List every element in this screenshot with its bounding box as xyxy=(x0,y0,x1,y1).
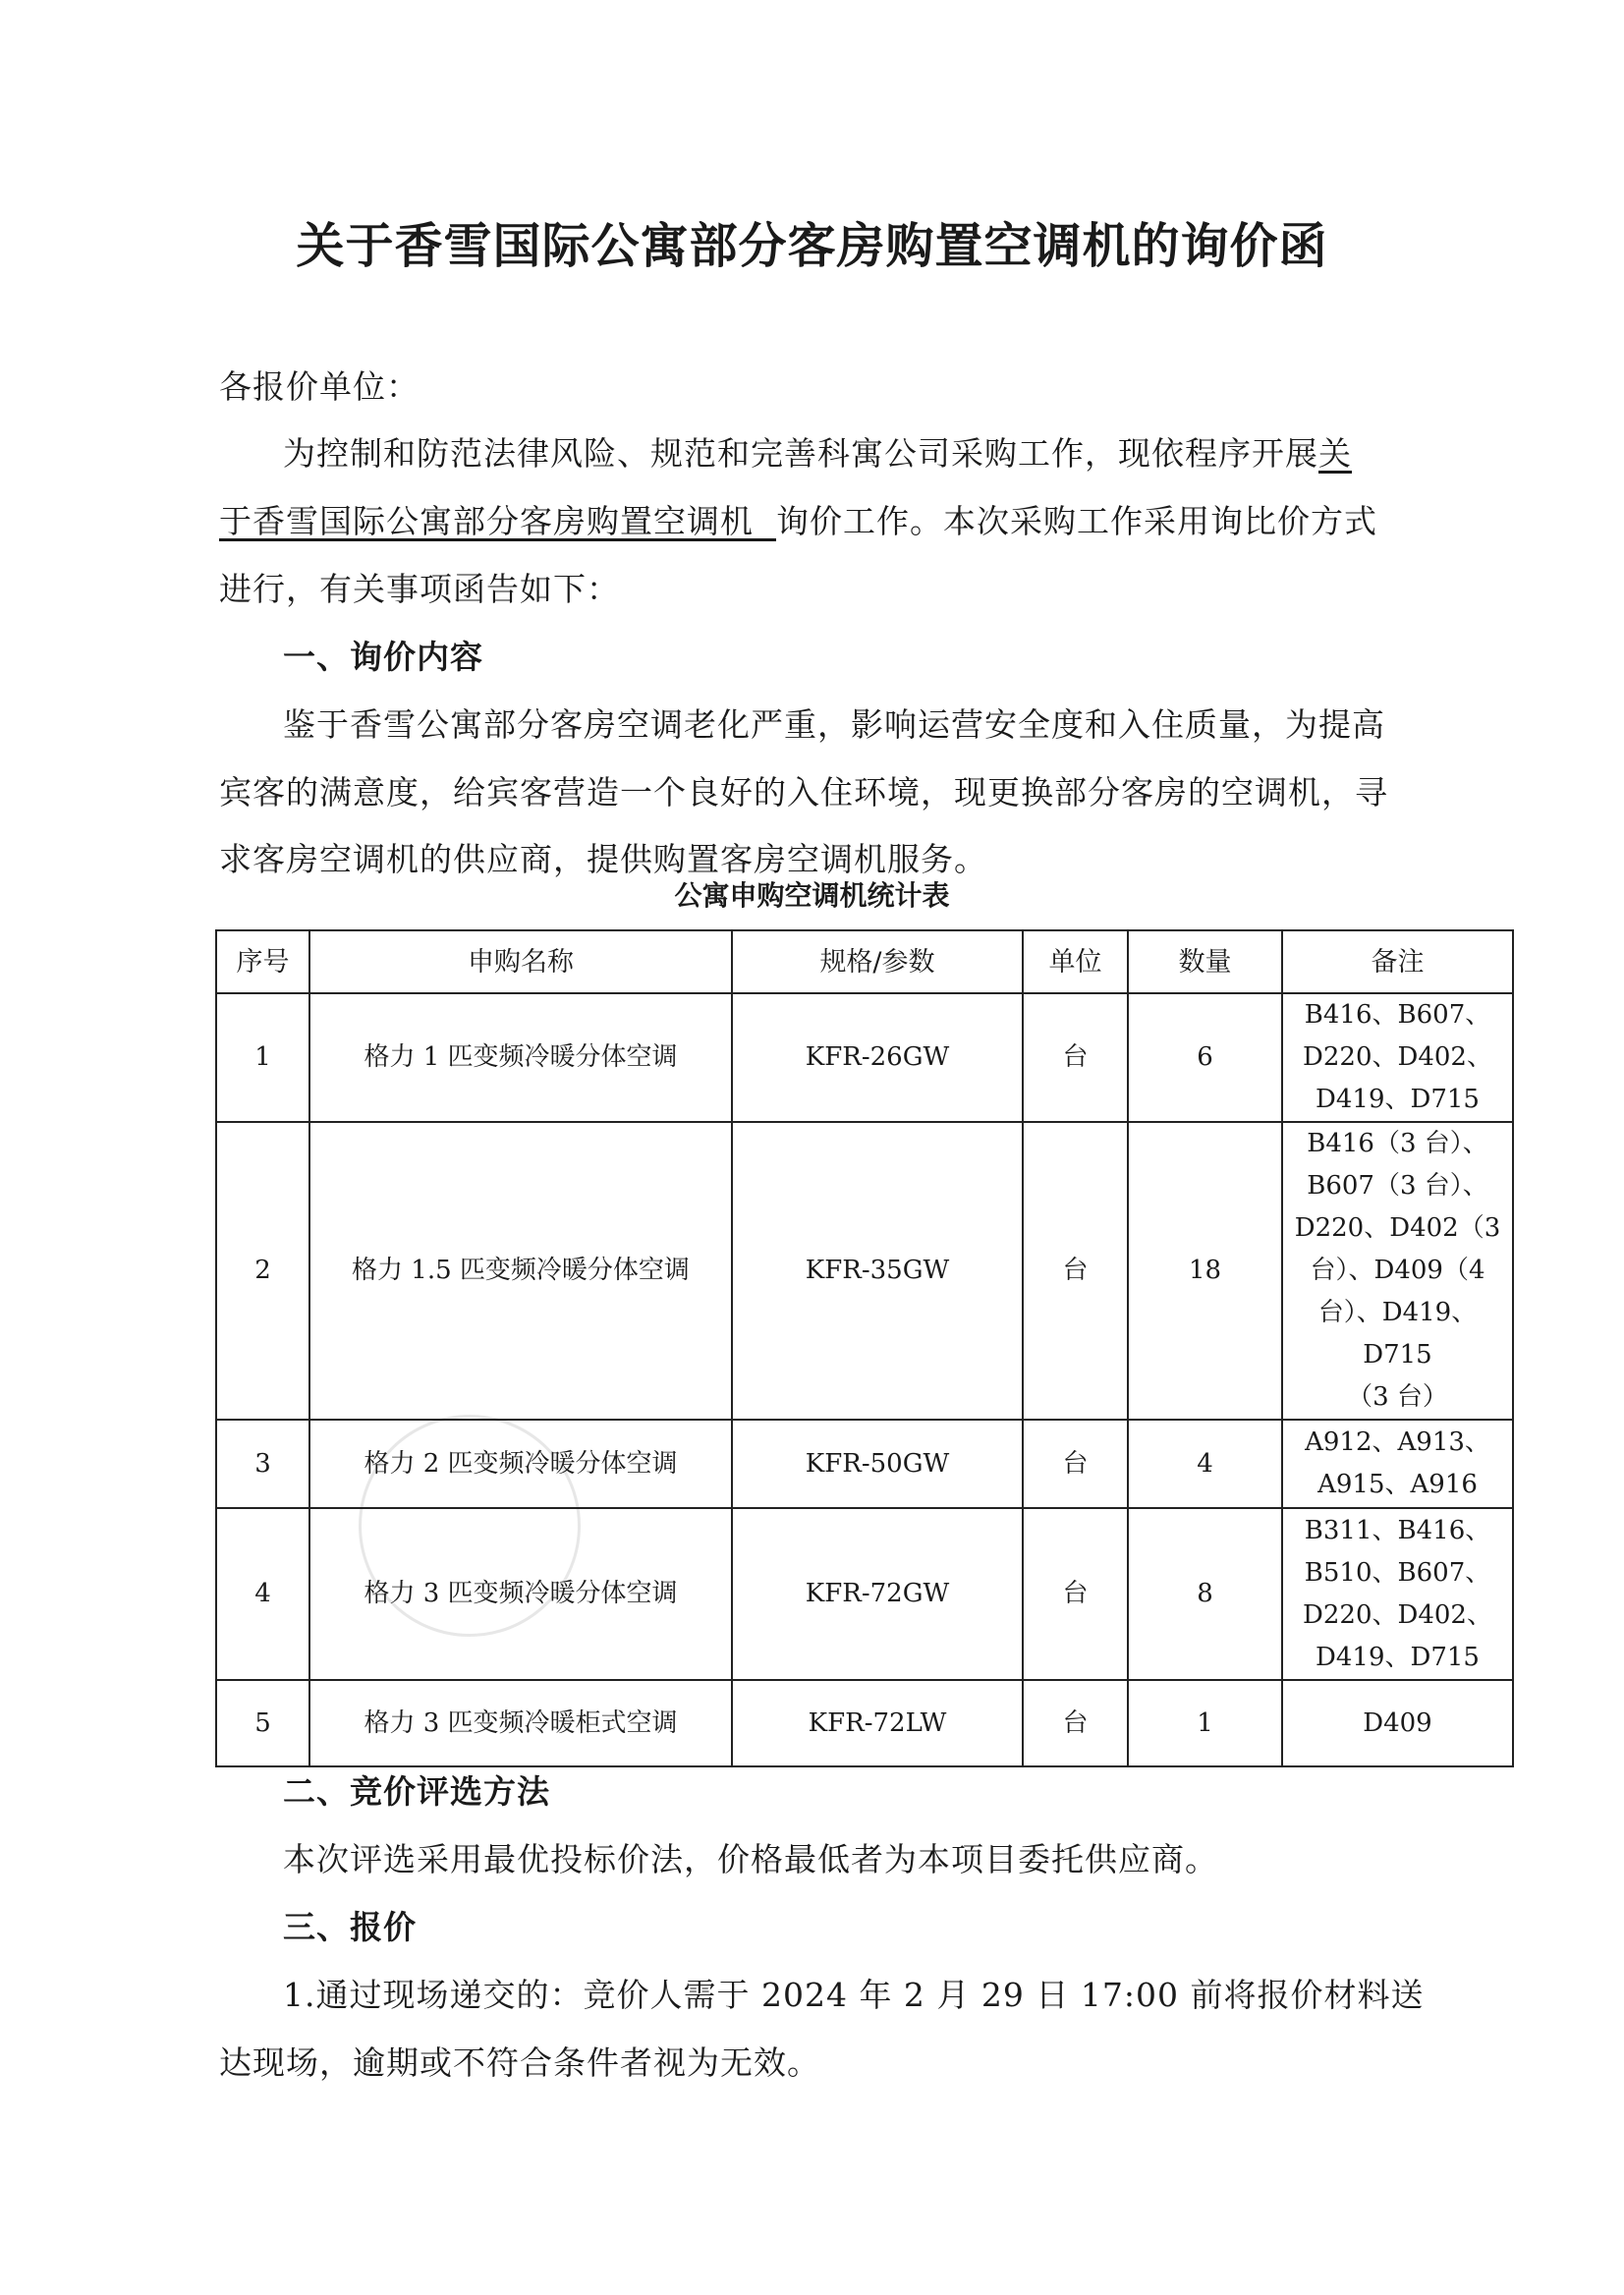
table-row xyxy=(216,1122,1513,1420)
intro-line-3: 进行，有关事项函告如下： xyxy=(219,570,620,608)
cell-no: 2 xyxy=(216,1122,309,1420)
cell-remark xyxy=(1282,1420,1513,1508)
section-1-line: 鉴于香雪公寓部分客房空调老化严重，影响运营安全度和入住质量，为提高 xyxy=(283,705,1385,744)
cell-unit: 台 xyxy=(1023,993,1128,1122)
section-3-line-1: 1.通过现场递交的：竞价人需于 2024 年 2 月 29 日 17:00 前将报价材料送 xyxy=(283,1976,1425,2014)
cell-remark xyxy=(1282,1508,1513,1680)
project-name-start: 关 xyxy=(1318,434,1352,473)
cell-name: 格力 3 匹变频冷暖分体空调 xyxy=(309,1508,732,1680)
remark-line: D220、D402、 xyxy=(1303,1042,1492,1072)
cell-unit: 台 xyxy=(1023,1122,1128,1420)
header-spec: 规格/参数 xyxy=(732,930,1023,993)
header-qty: 数量 xyxy=(1128,930,1282,993)
cell-unit: 台 xyxy=(1023,1508,1128,1680)
table-row xyxy=(216,993,1513,1122)
table-row xyxy=(216,1508,1513,1680)
cell-no: 1 xyxy=(216,993,309,1122)
header-remark: 备注 xyxy=(1282,930,1513,993)
remark-line: 台）、D419、D715 xyxy=(1317,1298,1478,1370)
remark-line: B416（3 台）、 xyxy=(1307,1129,1488,1158)
project-name: 于香雪国际公寓部分客房购置空调机 xyxy=(219,502,754,540)
remark-line: A915、A916 xyxy=(1317,1470,1478,1499)
cell-qty: 1 xyxy=(1128,1680,1282,1766)
table-row xyxy=(216,1680,1513,1766)
cell-spec: KFR-26GW xyxy=(732,993,1023,1122)
intro-line-1-text: 为控制和防范法律风险、规范和完善科寓公司采购工作，现依程序开展 xyxy=(283,434,1318,473)
table-header-row xyxy=(216,930,1513,993)
cell-name: 格力 3 匹变频冷暖柜式空调 xyxy=(309,1680,732,1766)
remark-line: D419、D715 xyxy=(1316,1642,1480,1672)
intro-line-2-text: 询价工作。本次采购工作采用询比价方式 xyxy=(775,502,1377,540)
intro-line-2 xyxy=(219,496,1377,542)
document-title: 关于香雪国际公寓部分客房购置空调机的询价函 xyxy=(296,218,1328,274)
cell-spec: KFR-35GW xyxy=(732,1122,1023,1420)
remark-line: D220、D402（3 xyxy=(1294,1213,1501,1243)
cell-no: 4 xyxy=(216,1508,309,1680)
remark-line: （3 台） xyxy=(1347,1382,1448,1412)
cell-remark xyxy=(1282,1122,1513,1420)
purchase-statistics-table xyxy=(215,929,1514,1767)
cell-no: 3 xyxy=(216,1420,309,1508)
section-2-text: 本次评选采用最优投标价法，价格最低者为本项目委托供应商。 xyxy=(283,1840,1218,1878)
header-name: 申购名称 xyxy=(309,930,732,993)
cell-name: 格力 1.5 匹变频冷暖分体空调 xyxy=(309,1122,732,1420)
remark-line: 台）、D409（4 xyxy=(1310,1256,1485,1285)
table-row xyxy=(216,1420,1513,1508)
intro-line-1 xyxy=(283,428,1352,475)
table-caption: 公寓申购空调机统计表 xyxy=(674,879,950,912)
salutation: 各报价单位： xyxy=(219,367,420,406)
remark-line: D419、D715 xyxy=(1316,1085,1480,1114)
remark-line: B607（3 台）、 xyxy=(1307,1171,1488,1201)
section-1-line: 宾客的满意度，给宾客营造一个良好的入住环境，现更换部分客房的空调机，寻 xyxy=(219,773,1388,812)
remark-line: A912、A913、 xyxy=(1305,1427,1490,1457)
cell-qty: 8 xyxy=(1128,1508,1282,1680)
cell-name: 格力 2 匹变频冷暖分体空调 xyxy=(309,1420,732,1508)
cell-name: 格力 1 匹变频冷暖分体空调 xyxy=(309,993,732,1122)
remark-line: B510、B607、 xyxy=(1304,1557,1491,1588)
header-unit: 单位 xyxy=(1023,930,1128,993)
cell-qty: 6 xyxy=(1128,993,1282,1122)
cell-no: 5 xyxy=(216,1680,309,1766)
cell-unit: 台 xyxy=(1023,1680,1128,1766)
section-1-line: 求客房空调机的供应商，提供购置客房空调机服务。 xyxy=(219,840,987,878)
section-2-heading: 二、竞价评选方法 xyxy=(283,1772,550,1811)
cell-qty: 18 xyxy=(1128,1122,1282,1420)
cell-remark xyxy=(1282,1680,1513,1766)
cell-qty: 4 xyxy=(1128,1420,1282,1508)
cell-unit: 台 xyxy=(1023,1420,1128,1508)
cell-spec: KFR-50GW xyxy=(732,1420,1023,1508)
section-1-heading: 一、询价内容 xyxy=(283,638,483,676)
cell-spec: KFR-72GW xyxy=(732,1508,1023,1680)
remark-line: D409 xyxy=(1363,1707,1432,1738)
cell-remark xyxy=(1282,993,1513,1122)
remark-line: B311、B416、 xyxy=(1304,1515,1491,1545)
remark-line: D220、D402、 xyxy=(1303,1599,1492,1630)
section-3-line-2: 达现场，逾期或不符合条件者视为无效。 xyxy=(219,2043,820,2082)
header-no: 序号 xyxy=(216,930,309,993)
cell-spec: KFR-72LW xyxy=(732,1680,1023,1766)
section-3-heading: 三、报价 xyxy=(283,1908,417,1946)
remark-line: B416、B607、 xyxy=(1304,1000,1491,1030)
